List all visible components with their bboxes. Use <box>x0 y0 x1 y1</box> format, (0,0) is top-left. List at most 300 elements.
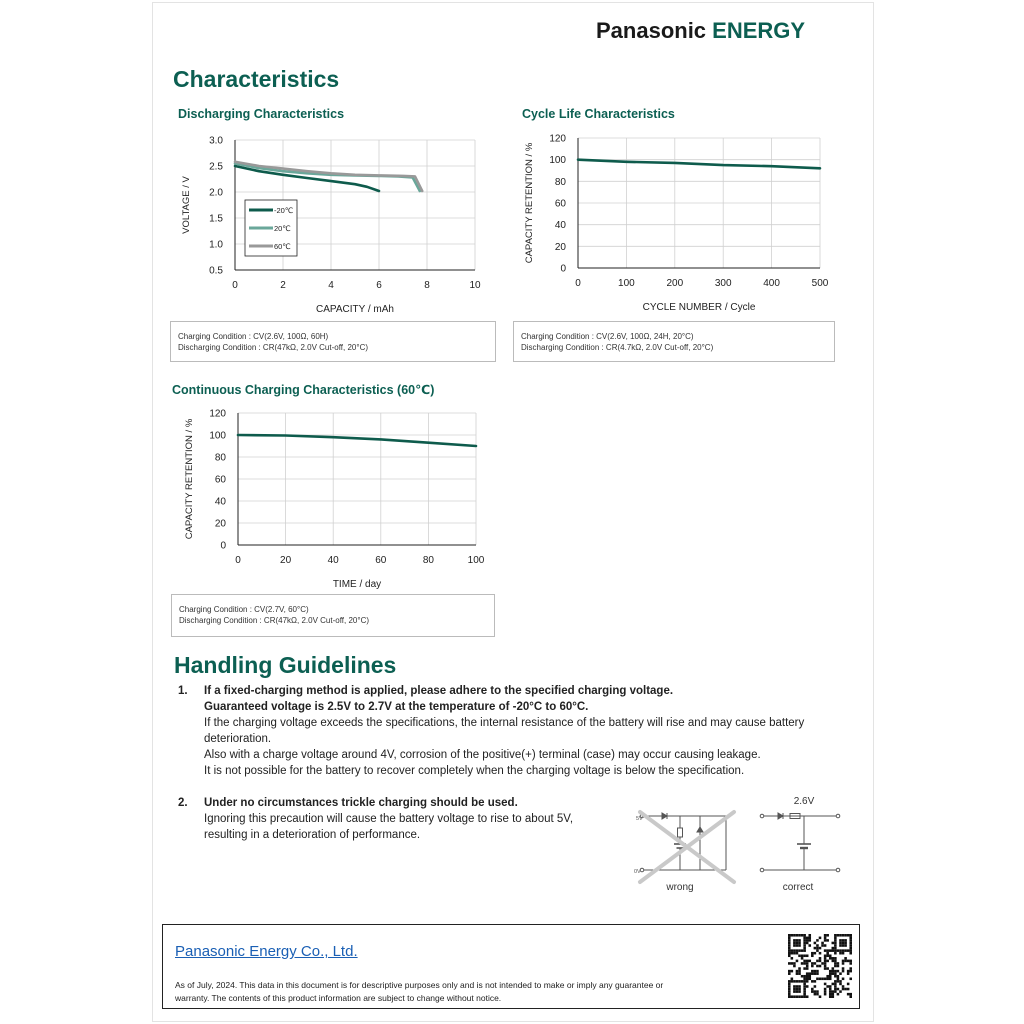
qr-module <box>842 970 845 973</box>
qr-module <box>796 944 799 947</box>
qr-module <box>847 988 850 991</box>
qr-module <box>803 980 806 983</box>
qr-module <box>801 949 804 952</box>
x-tick-label: 8 <box>424 280 430 291</box>
guideline-text-line: It is not possible for the battery to recover completely when the charging voltage is below the specification. <box>204 765 745 777</box>
y-tick-label: 100 <box>209 430 226 442</box>
y-tick-label: 1.0 <box>209 239 223 251</box>
qr-module <box>803 942 806 945</box>
qr-module <box>803 990 806 993</box>
qr-module <box>834 949 837 952</box>
qr-module <box>803 944 806 947</box>
qr-module <box>798 967 801 970</box>
qr-module <box>837 975 840 978</box>
y-tick-label: 120 <box>549 133 566 145</box>
qr-module <box>849 939 852 942</box>
qr-module <box>837 988 840 991</box>
qr-module <box>829 957 832 960</box>
continuous-charging-chart-title: Continuous Charging Characteristics (60℃) <box>172 383 435 397</box>
qr-module <box>844 988 847 991</box>
qr-module <box>803 954 806 957</box>
qr-module <box>788 993 791 996</box>
qr-module <box>844 957 847 960</box>
qr-module <box>801 995 804 998</box>
brand-logo <box>596 18 805 44</box>
qr-module <box>832 993 835 996</box>
brand-suffix: ENERGY <box>712 18 806 43</box>
y-tick-label: 60 <box>214 474 226 486</box>
qr-module <box>829 949 832 952</box>
qr-module <box>847 972 850 975</box>
series-line <box>238 435 476 446</box>
qr-module <box>839 949 842 952</box>
qr-module <box>834 957 837 960</box>
correct-label: correct <box>782 882 814 893</box>
y-tick-label: 120 <box>209 408 226 420</box>
qr-module <box>842 967 845 970</box>
charging-condition: Charging Condition : CV(2.7V, 60°C) <box>179 605 309 614</box>
qr-module <box>796 988 799 991</box>
qr-module <box>806 978 809 981</box>
qr-module <box>806 980 809 983</box>
qr-module <box>806 954 809 957</box>
x-tick-label: 20 <box>280 555 292 566</box>
y-tick-label: 0.5 <box>209 265 223 277</box>
qr-module <box>847 993 850 996</box>
qr-module <box>832 970 835 973</box>
qr-module <box>808 975 811 978</box>
qr-module <box>829 993 832 996</box>
qr-module <box>824 937 827 940</box>
qr-module <box>811 965 814 968</box>
wrong-voltage-bottom: 0V <box>634 869 641 875</box>
guideline-text-line: If the charging voltage exceeds the specifications, the internal resistance of the battery will rise and may cause battery <box>204 717 805 729</box>
qr-module <box>801 957 804 960</box>
qr-module <box>816 947 819 950</box>
qr-module <box>844 949 847 952</box>
qr-module <box>806 942 809 945</box>
qr-module <box>801 954 804 957</box>
qr-module <box>793 934 796 937</box>
qr-module <box>791 962 794 965</box>
guideline-bold-line: If a fixed-charging method is applied, please adhere to the specified charging voltage. <box>204 685 674 697</box>
qr-module <box>821 942 824 945</box>
qr-module <box>788 942 791 945</box>
qr-module <box>819 995 822 998</box>
qr-module <box>791 949 794 952</box>
x-axis-label: CYCLE NUMBER / Cycle <box>642 302 756 313</box>
discharging-condition: Discharging Condition : CR(47kΩ, 2.0V Cut-off, 20°C) <box>179 616 370 625</box>
qr-module <box>824 983 827 986</box>
qr-module <box>803 960 806 963</box>
company-link[interactable]: Panasonic Energy Co., Ltd. <box>175 943 358 960</box>
qr-module <box>847 983 850 986</box>
x-tick-label: 80 <box>422 555 434 566</box>
qr-module <box>842 978 845 981</box>
qr-module <box>837 978 840 981</box>
qr-module <box>788 983 791 986</box>
qr-module <box>796 990 799 993</box>
qr-module <box>806 962 809 965</box>
qr-module <box>791 980 794 983</box>
qr-module <box>788 939 791 942</box>
qr-module <box>837 962 840 965</box>
qr-module <box>796 942 799 945</box>
qr-module <box>811 952 814 955</box>
qr-module <box>816 939 819 942</box>
qr-module <box>788 937 791 940</box>
discharging-condition: Discharging Condition : CR(4.7kΩ, 2.0V Cut-off, 20°C) <box>521 343 714 352</box>
qr-module <box>834 980 837 983</box>
qr-module <box>816 990 819 993</box>
qr-module <box>791 970 794 973</box>
qr-module <box>844 934 847 937</box>
qr-module <box>837 934 840 937</box>
qr-module <box>832 942 835 945</box>
charging-condition: Charging Condition : CV(2.6V, 100Ω, 60H) <box>178 332 329 341</box>
qr-module <box>829 954 832 957</box>
qr-module <box>793 944 796 947</box>
qr-module <box>824 934 827 937</box>
y-axis-label: VOLTAGE / V <box>181 176 192 234</box>
qr-module <box>839 939 842 942</box>
qr-module <box>826 954 829 957</box>
correct-circuit <box>760 813 840 872</box>
qr-code-icon <box>788 934 852 998</box>
qr-module <box>826 975 829 978</box>
qr-module <box>816 944 819 947</box>
qr-module <box>803 939 806 942</box>
qr-module <box>803 947 806 950</box>
qr-module <box>842 988 845 991</box>
x-tick-label: 40 <box>327 555 339 566</box>
qr-module <box>819 965 822 968</box>
qr-module <box>829 985 832 988</box>
qr-module <box>796 972 799 975</box>
qr-module <box>849 952 852 955</box>
qr-module <box>796 949 799 952</box>
qr-module <box>788 934 791 937</box>
qr-module <box>849 947 852 950</box>
qr-module <box>834 939 837 942</box>
qr-module <box>829 978 832 981</box>
qr-module <box>796 995 799 998</box>
qr-module <box>826 934 829 937</box>
qr-module <box>829 990 832 993</box>
x-tick-label: 0 <box>232 280 238 291</box>
wrong-cross-icon <box>640 812 734 882</box>
qr-module <box>842 985 845 988</box>
qr-module <box>814 942 817 945</box>
qr-module <box>834 947 837 950</box>
qr-module <box>814 970 817 973</box>
qr-module <box>811 980 814 983</box>
qr-module <box>849 962 852 965</box>
qr-module <box>839 944 842 947</box>
y-tick-label: 40 <box>554 220 566 232</box>
qr-module <box>842 942 845 945</box>
qr-module <box>811 972 814 975</box>
qr-module <box>824 967 827 970</box>
guideline-text-line: resulting in a deterioration of performance. <box>204 829 421 841</box>
x-tick-label: 0 <box>575 278 581 289</box>
qr-module <box>849 967 852 970</box>
x-tick-label: 6 <box>376 280 382 291</box>
qr-module <box>839 983 842 986</box>
qr-module <box>824 965 827 968</box>
qr-module <box>834 975 837 978</box>
legend-label: 20℃ <box>274 224 291 233</box>
qr-module <box>826 967 829 970</box>
qr-module <box>849 934 852 937</box>
qr-module <box>788 944 791 947</box>
qr-module <box>842 949 845 952</box>
guideline-text-line: deterioration. <box>204 733 272 745</box>
qr-module <box>834 965 837 968</box>
qr-module <box>808 978 811 981</box>
qr-module <box>824 960 827 963</box>
qr-module <box>849 995 852 998</box>
qr-module <box>826 939 829 942</box>
qr-module <box>834 983 837 986</box>
qr-module <box>793 962 796 965</box>
qr-module <box>793 988 796 991</box>
guideline-bold-line: Guaranteed voltage is 2.5V to 2.7V at the temperature of -20°C to 60°C. <box>204 701 589 713</box>
qr-module <box>793 965 796 968</box>
qr-module <box>849 993 852 996</box>
series-line <box>578 160 820 169</box>
qr-module <box>847 934 850 937</box>
qr-module <box>832 957 835 960</box>
x-tick-label: 2 <box>280 280 286 291</box>
x-axis-label: CAPACITY / mAh <box>316 304 394 315</box>
qr-module <box>832 995 835 998</box>
qr-module <box>847 949 850 952</box>
qr-module <box>834 937 837 940</box>
qr-module <box>832 983 835 986</box>
x-tick-label: 0 <box>235 555 241 566</box>
qr-module <box>839 934 842 937</box>
x-tick-label: 400 <box>763 278 780 289</box>
qr-module <box>842 939 845 942</box>
y-tick-label: 0 <box>560 263 566 275</box>
qr-module <box>814 990 817 993</box>
qr-module <box>793 990 796 993</box>
qr-module <box>806 972 809 975</box>
x-tick-label: 200 <box>666 278 684 289</box>
qr-module <box>837 980 840 983</box>
y-tick-label: 60 <box>554 198 566 210</box>
qr-module <box>814 972 817 975</box>
qr-module <box>826 949 829 952</box>
qr-module <box>849 978 852 981</box>
x-tick-label: 100 <box>467 555 485 566</box>
qr-module <box>791 978 794 981</box>
qr-module <box>796 934 799 937</box>
qr-module <box>788 962 791 965</box>
qr-module <box>816 993 819 996</box>
qr-module <box>832 947 835 950</box>
x-axis-label: TIME / day <box>332 579 382 590</box>
qr-module <box>814 985 817 988</box>
qr-module <box>803 967 806 970</box>
qr-module <box>832 967 835 970</box>
qr-module <box>837 949 840 952</box>
discharging-condition: Discharging Condition : CR(47kΩ, 2.0V Cut-off, 20°C) <box>178 343 369 352</box>
qr-module <box>834 972 837 975</box>
qr-module <box>788 972 791 975</box>
qr-module <box>824 962 827 965</box>
qr-module <box>826 985 829 988</box>
brand-name: Panasonic <box>596 18 707 43</box>
qr-module <box>791 952 794 955</box>
qr-module <box>821 944 824 947</box>
qr-module <box>839 952 842 955</box>
guideline-number: 2. <box>178 797 188 809</box>
qr-module <box>801 975 804 978</box>
y-tick-label: 2.0 <box>209 187 223 199</box>
qr-module <box>842 952 845 955</box>
qr-module <box>844 939 847 942</box>
guideline-bold-line: Under no circumstances trickle charging should be used. <box>204 797 518 809</box>
qr-module <box>849 937 852 940</box>
qr-module <box>819 937 822 940</box>
guideline-text-line: Ignoring this precaution will cause the battery voltage to rise to about 5V, <box>204 813 574 825</box>
qr-module <box>819 952 822 955</box>
qr-module <box>824 993 827 996</box>
y-tick-label: 1.5 <box>209 213 223 225</box>
qr-module <box>798 939 801 942</box>
y-tick-label: 20 <box>214 518 226 530</box>
qr-module <box>788 970 791 973</box>
qr-module <box>796 980 799 983</box>
qr-module <box>803 934 806 937</box>
qr-module <box>796 970 799 973</box>
qr-module <box>806 939 809 942</box>
qr-module <box>803 949 806 952</box>
qr-module <box>819 960 822 963</box>
qr-module <box>811 990 814 993</box>
qr-module <box>798 980 801 983</box>
qr-module <box>803 983 806 986</box>
qr-module <box>834 985 837 988</box>
qr-module <box>844 944 847 947</box>
qr-module <box>824 990 827 993</box>
qr-module <box>816 978 819 981</box>
qr-module <box>808 960 811 963</box>
qr-module <box>839 942 842 945</box>
discharging-chart <box>170 128 500 323</box>
qr-module <box>816 949 819 952</box>
qr-module <box>798 954 801 957</box>
qr-module <box>803 978 806 981</box>
qr-module <box>803 962 806 965</box>
cycle-life-conditions <box>513 321 835 362</box>
x-tick-label: 100 <box>618 278 635 289</box>
qr-module <box>796 960 799 963</box>
qr-module <box>801 980 804 983</box>
qr-module <box>849 944 852 947</box>
qr-module <box>811 970 814 973</box>
qr-module <box>793 949 796 952</box>
qr-module <box>821 978 824 981</box>
continuous-charging-chart <box>170 403 500 598</box>
qr-module <box>839 972 842 975</box>
qr-module <box>816 960 819 963</box>
y-tick-label: 100 <box>549 155 566 167</box>
qr-module <box>798 944 801 947</box>
qr-module <box>793 980 796 983</box>
x-tick-label: 10 <box>469 280 481 291</box>
qr-module <box>811 954 814 957</box>
qr-module <box>793 952 796 955</box>
disclaimer <box>175 979 775 1005</box>
qr-module <box>803 975 806 978</box>
guideline-number: 1. <box>178 685 188 697</box>
qr-module <box>808 972 811 975</box>
qr-module <box>824 939 827 942</box>
x-tick-label: 4 <box>328 280 334 291</box>
qr-module <box>803 988 806 991</box>
y-tick-label: 3.0 <box>209 135 223 147</box>
y-axis-label: CAPACITY RETENTION / % <box>524 142 535 264</box>
qr-module <box>814 993 817 996</box>
qr-module <box>824 954 827 957</box>
qr-module <box>834 952 837 955</box>
qr-module <box>798 942 801 945</box>
qr-module <box>834 962 837 965</box>
qr-module <box>814 952 817 955</box>
qr-module <box>829 975 832 978</box>
qr-module <box>814 980 817 983</box>
qr-module <box>803 993 806 996</box>
qr-module <box>826 978 829 981</box>
qr-module <box>819 947 822 950</box>
qr-module <box>842 944 845 947</box>
qr-module <box>837 970 840 973</box>
qr-module <box>798 949 801 952</box>
qr-module <box>829 995 832 998</box>
qr-module <box>808 937 811 940</box>
qr-module <box>829 972 832 975</box>
qr-module <box>834 970 837 973</box>
x-tick-label: 500 <box>811 278 829 289</box>
qr-module <box>849 960 852 963</box>
wrong-voltage-top: 5V <box>636 816 643 822</box>
qr-module <box>798 988 801 991</box>
qr-module <box>796 939 799 942</box>
qr-module <box>837 965 840 968</box>
qr-module <box>826 952 829 955</box>
qr-module <box>808 939 811 942</box>
qr-module <box>839 980 842 983</box>
qr-module <box>801 962 804 965</box>
qr-module <box>847 960 850 963</box>
discharging-chart-title: Discharging Characteristics <box>178 107 345 121</box>
qr-module <box>834 934 837 937</box>
disclaimer-line: warranty. The contents of this product information are subject to change without notice. <box>175 993 502 1003</box>
qr-module <box>847 970 850 973</box>
y-tick-label: 0 <box>220 540 226 552</box>
qr-module <box>793 995 796 998</box>
characteristics-heading: Characteristics <box>173 66 340 92</box>
qr-module <box>824 978 827 981</box>
qr-module <box>793 942 796 945</box>
cycle-life-chart <box>515 128 845 323</box>
qr-module <box>793 939 796 942</box>
qr-module <box>842 962 845 965</box>
legend-label: -20℃ <box>274 206 294 215</box>
